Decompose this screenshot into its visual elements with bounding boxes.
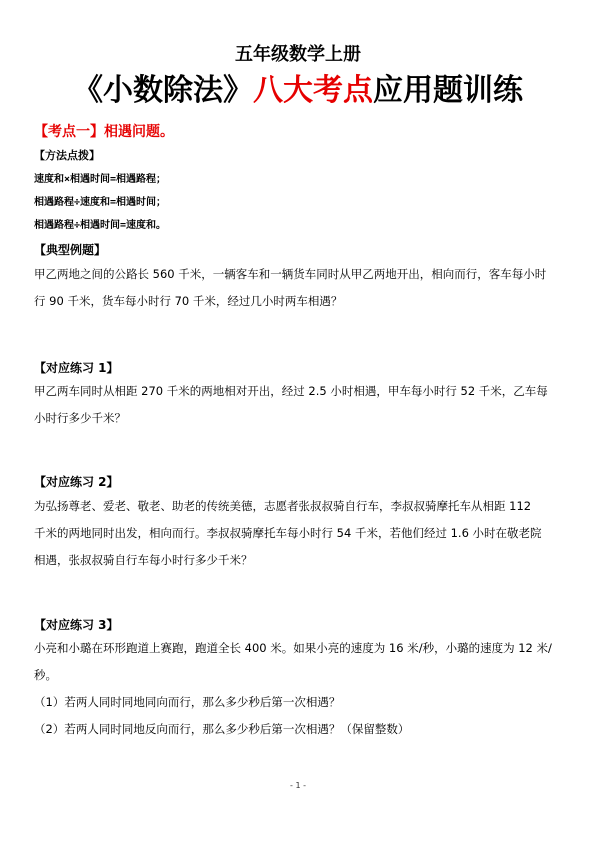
page-number: - 1 -	[290, 781, 306, 790]
text-line: 行 90 千米，货车每小时行 70 千米，经过几小时两车相遇？	[34, 294, 343, 308]
text-line: 甲乙两地之间的公路长 560 千米，一辆客车和一辆货车同时从甲乙两地开出，相向而行，客车每小时	[34, 267, 547, 281]
page-title	[0, 72, 596, 110]
practice-1-text	[34, 378, 562, 432]
text-line: 相遇，张叔叔骑自行车每小时行多少千米？	[34, 553, 253, 567]
text-line: 千米的两地同时出发，相向而行。李叔叔骑摩托车每小时行 54 千米，若他们经过 1.6 小时在敬老院	[34, 526, 542, 540]
practice-1-heading: 【对应练习 1】	[34, 361, 119, 375]
text-line: 为弘扬尊老、爱老、敬老、助老的传统美德，志愿者张叔叔骑自行车，李叔叔骑摩托车从相距 112	[34, 499, 532, 513]
title-part-2-highlight: 八大考点	[253, 73, 373, 108]
section-heading-kaodian-1: 【考点一】相遇问题。	[34, 124, 174, 140]
title-part-3: 应用题训练	[373, 73, 523, 108]
example-text	[34, 261, 562, 315]
text-line: 秒。	[34, 668, 57, 682]
practice-2-text	[34, 493, 562, 574]
example-heading: 【典型例题】	[34, 243, 107, 257]
text-line: 小亮和小璐在环形跑道上赛跑，跑道全长 400 米。如果小亮的速度为 16 米/秒，小璐的速度为 12 米/	[34, 641, 552, 655]
formula-line: 速度和×相遇时间=相遇路程；	[34, 174, 167, 185]
practice-2-heading: 【对应练习 2】	[34, 475, 119, 489]
text-line: 甲乙两车同时从相距 270 千米的两地相对开出，经过 2.5 小时相遇，甲车每小时行 52 千米，乙车每	[34, 384, 548, 398]
question-1: （1）若两人同时同地同向而行，那么多少秒后第一次相遇？	[34, 695, 341, 709]
title-part-1: 《小数除法》	[73, 73, 253, 108]
formula-line: 相遇路程÷速度和=相遇时间；	[34, 197, 167, 208]
formula-line: 相遇路程÷相遇时间=速度和。	[34, 220, 167, 231]
practice-3-heading: 【对应练习 3】	[34, 618, 119, 632]
page-subtitle: 五年级数学上册	[235, 44, 361, 65]
practice-3-text	[34, 635, 562, 743]
question-2: （2）若两人同时同地反向而行，那么多少秒后第一次相遇？（保留整数）	[34, 722, 410, 736]
text-line: 小时行多少千米？	[34, 411, 126, 425]
method-heading: 【方法点拨】	[34, 149, 100, 162]
